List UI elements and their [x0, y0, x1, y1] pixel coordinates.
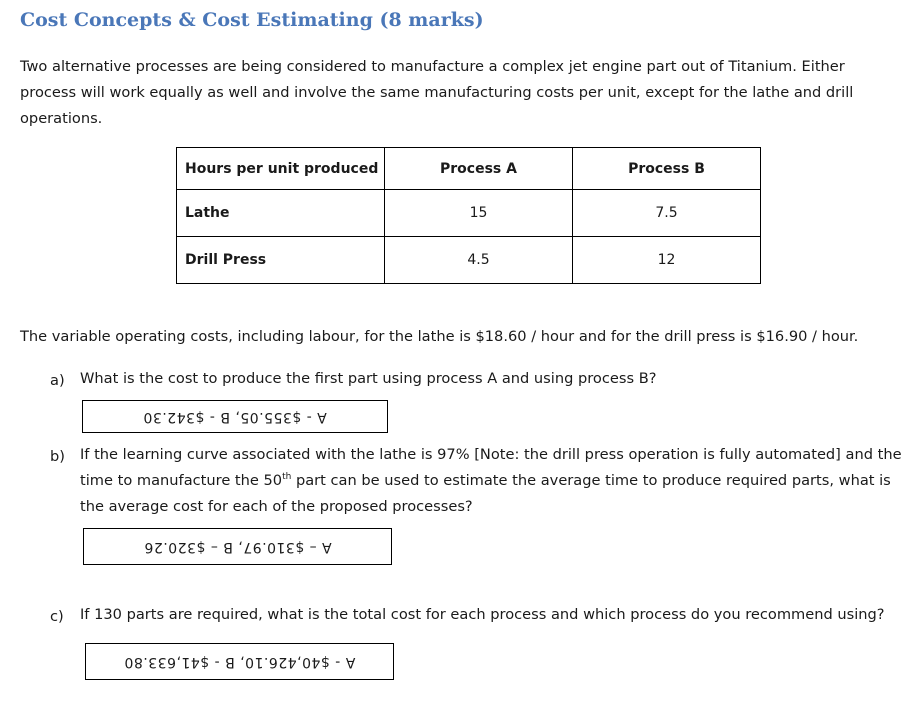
question-c-line: If 130 parts are required, what is the total cost for each process and which process do you recommend using? — [80, 606, 885, 623]
question-b-line2-pre: time to manufacture the 50 — [80, 472, 283, 489]
question-a-line: What is the cost to produce the first part using process A and using process B? — [80, 370, 657, 387]
question-b-label: b) — [50, 448, 65, 465]
section-title: Cost Concepts & Cost Estimating (8 marks) — [20, 9, 484, 31]
header-hours-per-unit: Hours per unit produced — [185, 160, 379, 177]
table-row — [177, 237, 761, 284]
drill-process-a-value: 4.5 — [467, 252, 490, 268]
row-label-drill-press: Drill Press — [185, 252, 267, 268]
question-b-line: If the learning curve associated with the lathe is 97% [Note: the drill press operation is fully automated] and the — [80, 446, 902, 463]
question-a-label: a) — [50, 372, 65, 389]
row-label-lathe: Lathe — [185, 205, 230, 221]
table-row — [177, 190, 761, 237]
intro-line: process will work equally as well and involve the same manufacturing costs per unit, except for the lathe and drill — [20, 84, 854, 101]
hours-table — [176, 147, 761, 284]
question-c-text — [80, 602, 885, 628]
intro-line: operations. — [20, 110, 103, 127]
intro-line: Two alternative processes are being considered to manufacture a complex jet engine part out of Titanium. Either — [20, 58, 845, 75]
question-a-text — [80, 366, 656, 392]
answer-a-text: A - $355.05, B - $342.30 — [143, 408, 327, 425]
variable-costs-text: The variable operating costs, including labour, for the lathe is $18.60 / hour and for the drill press is $16.90 / hour. — [20, 328, 859, 345]
lathe-process-a-value: 15 — [469, 205, 488, 221]
table-header-row — [177, 148, 761, 190]
question-c-label: c) — [50, 608, 64, 625]
question-b-text — [80, 442, 910, 520]
superscript-th: th — [282, 472, 292, 483]
answer-c-box[interactable] — [85, 643, 394, 680]
answer-b-text: A – $310.97, B – $320.26 — [143, 538, 332, 555]
drill-process-b-value: 12 — [657, 252, 676, 268]
intro-paragraph — [20, 54, 900, 132]
header-process-a: Process A — [440, 160, 517, 177]
answer-b-box[interactable] — [83, 528, 392, 565]
header-process-b: Process B — [628, 160, 705, 177]
question-b-line: the average cost for each of the proposed processes? — [80, 498, 473, 515]
question-b-line2-post: part can be used to estimate the average time to produce required parts, what is — [291, 472, 891, 489]
question-b-line — [80, 468, 910, 494]
lathe-process-b-value: 7.5 — [655, 205, 678, 221]
answer-a-box[interactable] — [82, 400, 388, 433]
answer-c-text: A - $40,426.10, B - $41,633.80 — [123, 653, 356, 670]
